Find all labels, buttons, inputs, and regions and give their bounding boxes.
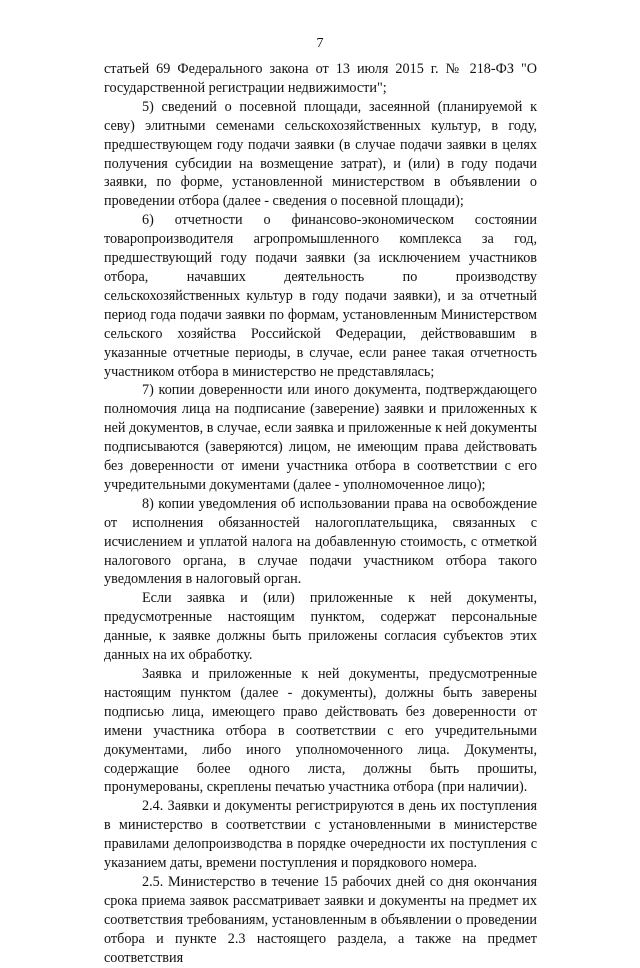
paragraph-section-2-5: 2.5. Министерство в течение 15 рабочих дней со дня окончания срока приема заявок рассматривает заявки и документы на предмет их соответствия требованиям, установленным в объявлении о проведении отбора и пункте 2.3 настоящего раздела, а также на предмет соответствия — [104, 873, 537, 966]
paragraph-item-8: 8) копии уведомления об использовании права на освобождение от исполнения обязанностей налогоплательщика, связанных с исчислением и уплатой налога на добавленную стоимость, с отметкой налогового органа, в случае подачи участником отбора такого уведомления в налоговый орган. — [104, 495, 537, 588]
paragraph-documents-certification: Заявка и приложенные к ней документы, предусмотренные настоящим пунктом (далее - документы), должны быть заверены подписью лица, имеющего право действовать без доверенности от имени участника отбора в соответствии с его учредительными документами, либо иного уполномоченного лица. Документы, содержащие более одного листа, должны быть прошиты, пронумерованы, скреплены печатью участника отбора (при наличии). — [104, 666, 537, 796]
paragraph-item-5: 5) сведений о посевной площади, засеянной (планируемой к севу) элитными семенами сельскохозяйственных культур, в году, предшествующем году подачи заявки (в случае подачи заявки в целях получения субсидии на возмещение затрат), и (или) в году подачи заявки, по форме, установленной министерством в объявлении о проведении отбора (далее - сведения о посевной площади); — [104, 98, 537, 210]
paragraph-item-6: 6) отчетности о финансово-экономическом состоянии товаропроизводителя агропромышленного комплекса за год, предшествующий году подачи заявки (за исключением участников отбора, начавших деятельность по производству сельскохозяйственных культур в году подачи заявки), и за отчетный период года подачи заявки по формам, установленным Министерством сельского хозяйства Российской Федерации, действовавшим в указанные отчетные периоды, в случае, если ранее такая отчетность участником отбора в министерство не представлялась; — [104, 212, 537, 380]
paragraph-section-2-4: 2.4. Заявки и документы регистрируются в день их поступления в министерство в соответствии с установленными в министерстве правилами делопроизводства в порядке очередности их поступления с указанием даты, времени поступления и порядкового номера. — [104, 798, 537, 872]
paragraph-item-7: 7) копии доверенности или иного документа, подтверждающего полномочия лица на подписание (заверение) заявки и приложенных к ней документов, в случае, если заявка и приложенные к ней документы подписываются (заверяются) лицом, не имеющим права действовать без доверенности от имени участника отбора в соответствии с его учредительными документами (далее - уполномоченное лицо); — [104, 382, 537, 493]
document-body — [104, 60, 537, 968]
page-number: 7 — [316, 36, 324, 51]
paragraph-continuation: статьей 69 Федерального закона от 13 июля 2015 г. № 218-ФЗ "О государственной регистрации недвижимости"; — [104, 61, 537, 96]
paragraph-personal-data: Если заявка и (или) приложенные к ней документы, предусмотренные настоящим пунктом, содержат персональные данные, к заявке должны быть приложены согласия субъектов этих данных на их обработку. — [104, 590, 537, 664]
